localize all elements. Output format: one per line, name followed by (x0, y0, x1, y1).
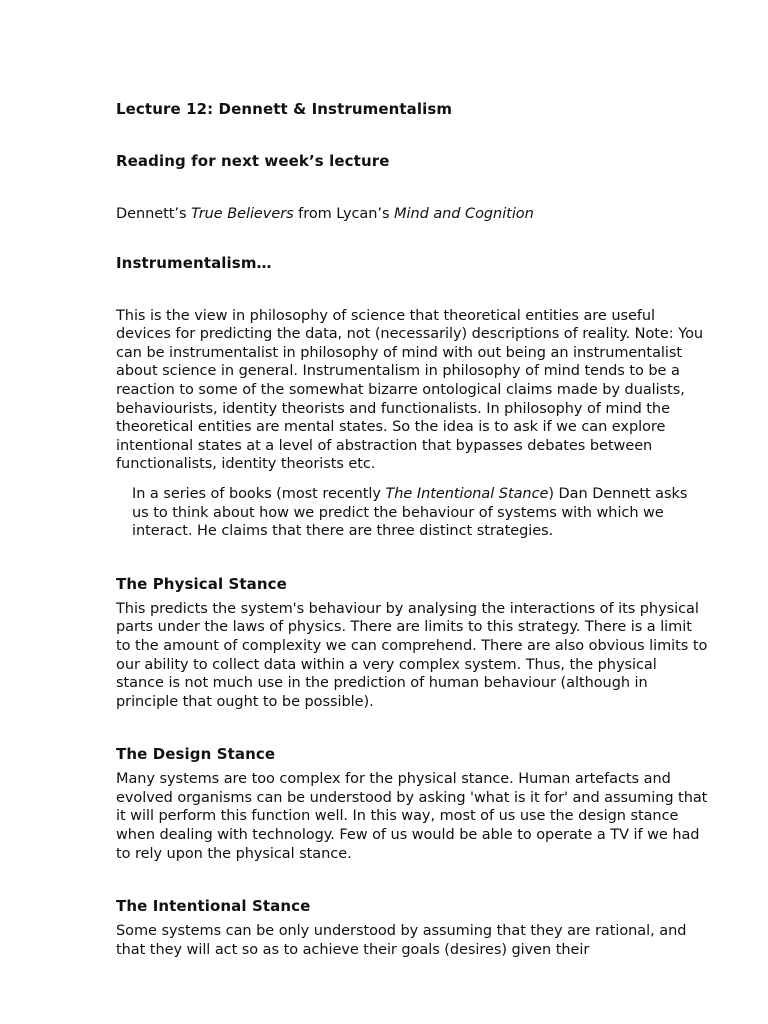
intentional-stance-paragraph: Some systems can be only understood by assuming that they are rational, and that they will act so as to achieve their goals (desires) given their (116, 923, 687, 958)
physical-stance-heading: The Physical Stance (116, 574, 287, 593)
reading-anthology-title: Mind and Cognition (394, 206, 534, 222)
instrumentalism-p2-after: ) Dan Dennett asks us to think about how we predict the behaviour of systems with which we interact. He claims that there are three distinct strategies. (132, 485, 688, 540)
lecture-title: Lecture 12: Dennett & Instrumentalism (116, 100, 453, 118)
intentional-stance-heading: The Intentional Stance (116, 897, 311, 916)
design-stance-paragraph: Many systems are too complex for the physical stance. Human artefacts and evolved organisms can be understood by asking 'what is it for' and assuming that it will perform this function well. In this way, most of us use the design stance when dealing with technology. Few of us would be able to operate a TV if we had to rely upon the physical stance. (116, 771, 708, 862)
instrumentalism-paragraph-2 (116, 485, 708, 541)
reading-citation (116, 205, 708, 224)
design-stance-heading: The Design Stance (116, 745, 276, 764)
intentional-stance-book-title: The Intentional Stance (385, 485, 549, 502)
reading-heading: Reading for next week’s lecture (116, 152, 390, 170)
instrumentalism-heading: Instrumentalism… (116, 253, 272, 272)
reading-middle: from Lycan’s (293, 206, 395, 222)
instrumentalism-paragraph-1: This is the view in philosophy of science that theoretical entities are useful devices for predicting the data, not (necessarily) descriptions of reality. Note: You can be instrumentalist in philosophy of mind with out being an instrumentalist about science in general. Instrumentalism in philosophy of mind tends to be a reaction to some of the somewhat bizarre ontological claims made by dualists, behaviourists, identity theorists and functionalists. In philosophy of mind the theoretical entities are mental states. So the idea is to ask if we can explore intentional states at a level of abstraction that bypasses debates between functionalists, identity theorists etc. (116, 307, 704, 473)
reading-prefix: Dennett’s (116, 206, 192, 222)
reading-book-title: True Believers (191, 206, 294, 222)
instrumentalism-p2-before: In a series of books (most recently (132, 485, 386, 502)
physical-stance-paragraph: This predicts the system's behaviour by analysing the interactions of its physical parts under the laws of physics. There are limits to this strategy. There is a limit to the amount of complexity we can comprehend. There are also obvious limits to our ability to collect data within a very complex system. Thus, the physical stance is not much use in the prediction of human behaviour (although in principle that ought to be possible). (116, 600, 708, 710)
document-page (116, 99, 708, 959)
